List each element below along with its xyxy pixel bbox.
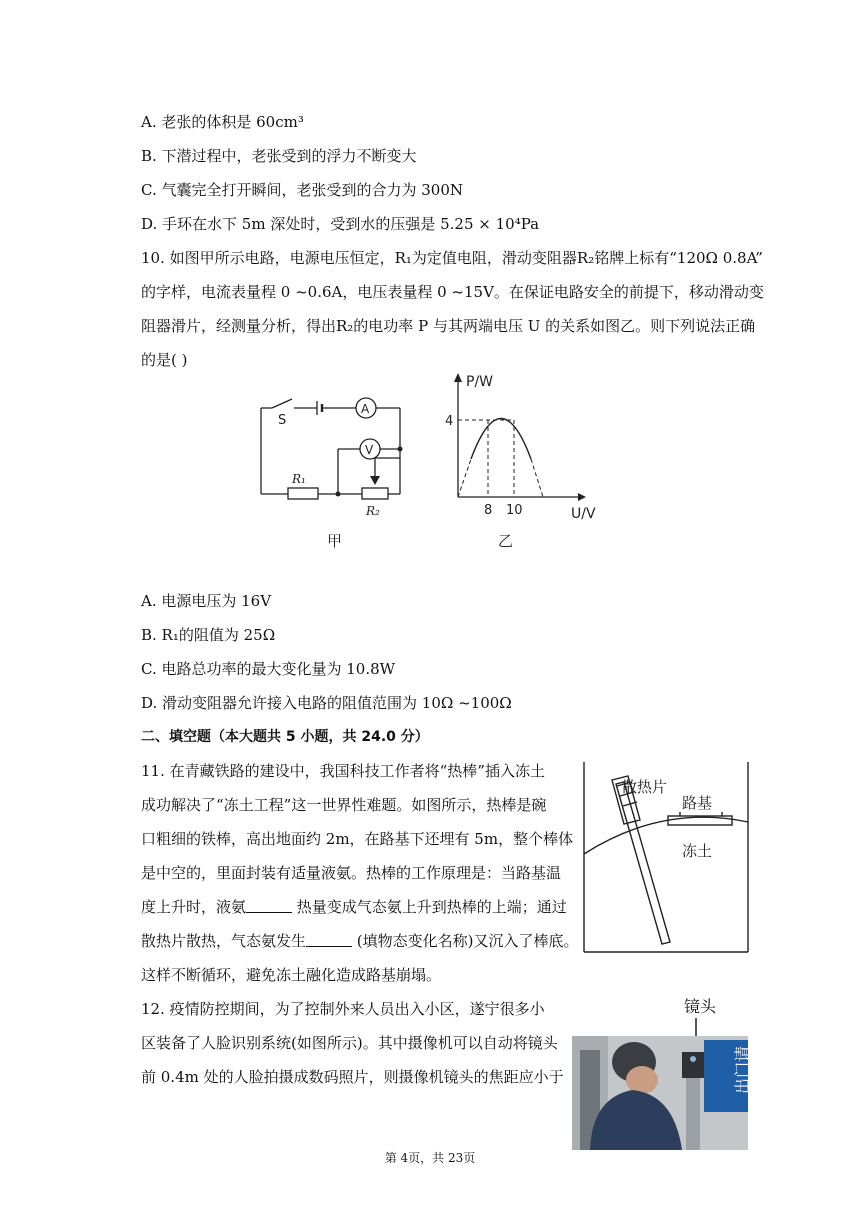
frozen-soil-label: 冻土 xyxy=(682,842,713,860)
curve-dashed-left xyxy=(458,459,471,497)
fin-label: 散热片 xyxy=(622,778,668,796)
q12-line-2: 区装备了人脸识别系统(如图所示)。其中摄像机可以自动将镜头 xyxy=(141,1034,558,1052)
power-voltage-graph xyxy=(440,366,610,558)
x-tick-label-8: 8 xyxy=(484,503,493,518)
graph-caption: 乙 xyxy=(498,532,514,550)
q10-option-b: B. R₁的阻值为 25Ω xyxy=(141,626,276,644)
q10-stem-line-4: 的是( ) xyxy=(141,351,188,369)
r1-label: R₁ xyxy=(292,472,306,486)
q11-line-2: 成功解决了“冻土工程”这一世界性难题。如图所示，热棒是碗 xyxy=(141,796,547,814)
circuit-diagram xyxy=(250,388,420,558)
page-number: 第 4页，共 23页 xyxy=(384,1151,476,1165)
graph-xlabel: U/V xyxy=(571,506,596,522)
q11-line-4: 是中空的，里面封装有适量液氨。热棒的工作原理是：当路基温 xyxy=(141,864,562,882)
q9-option-c: C. 气囊完全打开瞬间，老张受到的合力为 300N xyxy=(141,181,464,199)
voltmeter-label: V xyxy=(365,443,374,457)
q9-option-b: B. 下潜过程中，老张受到的浮力不断变大 xyxy=(141,147,417,165)
q11-line-5 xyxy=(141,897,567,917)
r1-resistor xyxy=(288,488,318,499)
q9-option-a: A. 老张的体积是 60cm³ xyxy=(141,113,304,131)
ground-surface xyxy=(584,817,748,854)
lens-label: 镜头 xyxy=(684,997,717,1016)
ammeter-label: A xyxy=(361,402,370,416)
x-axis-arrow xyxy=(578,493,586,501)
r2-resistor xyxy=(362,488,388,499)
q12-line-3: 前 0.4m 处的人脸拍摄成数码照片，则摄像机镜头的焦距应小于 xyxy=(141,1068,564,1086)
q10-stem-line-1: 10. 如图甲所示电路，电源电压恒定，R₁为定值电阻，滑动变阻器R₂铭牌上标有“120Ω 0.8A” xyxy=(141,249,763,267)
q10-option-d: D. 滑动变阻器允许接入电路的阻值范围为 10Ω ~100Ω xyxy=(141,694,512,712)
roadbed-label: 路基 xyxy=(682,794,713,812)
answer-blank-2[interactable] xyxy=(306,932,352,947)
person-face xyxy=(626,1066,658,1094)
section-heading: 二、填空题（本大题共 5 小题，共 24.0 分） xyxy=(141,729,429,745)
heat-pipe-figure xyxy=(582,762,750,954)
x-tick-label-10: 10 xyxy=(506,503,523,518)
graph-ylabel: P/W xyxy=(466,374,494,390)
q10-stem-line-3: 阻器滑片，经测量分析，得出R₂的电功率 P 与其两端电压 U 的关系如图乙。则下列说法正确 xyxy=(141,317,756,335)
q10-option-c: C. 电路总功率的最大变化量为 10.8W xyxy=(141,660,396,678)
exit-sign-text: 出门请 xyxy=(733,1045,752,1094)
q11-line-5-end: 热量变成气态氨上升到热棒的上端；通过 xyxy=(292,898,567,916)
q10-option-a: A. 电源电压为 16V xyxy=(141,592,272,610)
switch-blade xyxy=(272,399,292,408)
r2-label: R₂ xyxy=(366,504,380,518)
y-tick-label: 4 xyxy=(445,414,454,429)
q11-line-6-end: (填物态变化名称)又沉入了棒底。 xyxy=(352,932,579,950)
camera-terminal xyxy=(682,1052,704,1078)
curve-dashed-right xyxy=(531,459,543,497)
q11-line-3: 口粗细的铁棒，高出地面约 2m，在路基下还埋有 5m，整个棒体 xyxy=(141,830,574,848)
q12-line-1: 12. 疫情防控期间，为了控制外来人员出入小区，遂宁很多小 xyxy=(141,1000,545,1018)
switch-label: S xyxy=(278,413,287,428)
q11-line-5-start: 度上升时，液氨 xyxy=(141,898,247,916)
face-recognition-photo xyxy=(570,990,750,1152)
q11-line-6 xyxy=(141,931,579,951)
q11-line-7: 这样不断循环，避免冻土融化造成路基崩塌。 xyxy=(141,966,442,984)
answer-blank-1[interactable] xyxy=(246,898,292,913)
power-curve xyxy=(471,419,531,460)
circuit-caption: 甲 xyxy=(327,532,343,550)
q10-stem-line-2: 的字样，电流表量程 0 ~0.6A，电压表量程 0 ~15V。在保证电路安全的前提下，移动滑动变 xyxy=(141,283,764,301)
y-axis-arrow xyxy=(454,373,462,382)
q11-line-1: 11. 在青藏铁路的建设中，我国科技工作者将“热棒”插入冻土 xyxy=(141,762,545,780)
q9-option-d: D. 手环在水下 5m 深处时，受到水的压强是 5.25 × 10⁴Pa xyxy=(141,215,540,233)
q11-line-6-start: 散热片散热，气态氨发生 xyxy=(141,932,307,950)
